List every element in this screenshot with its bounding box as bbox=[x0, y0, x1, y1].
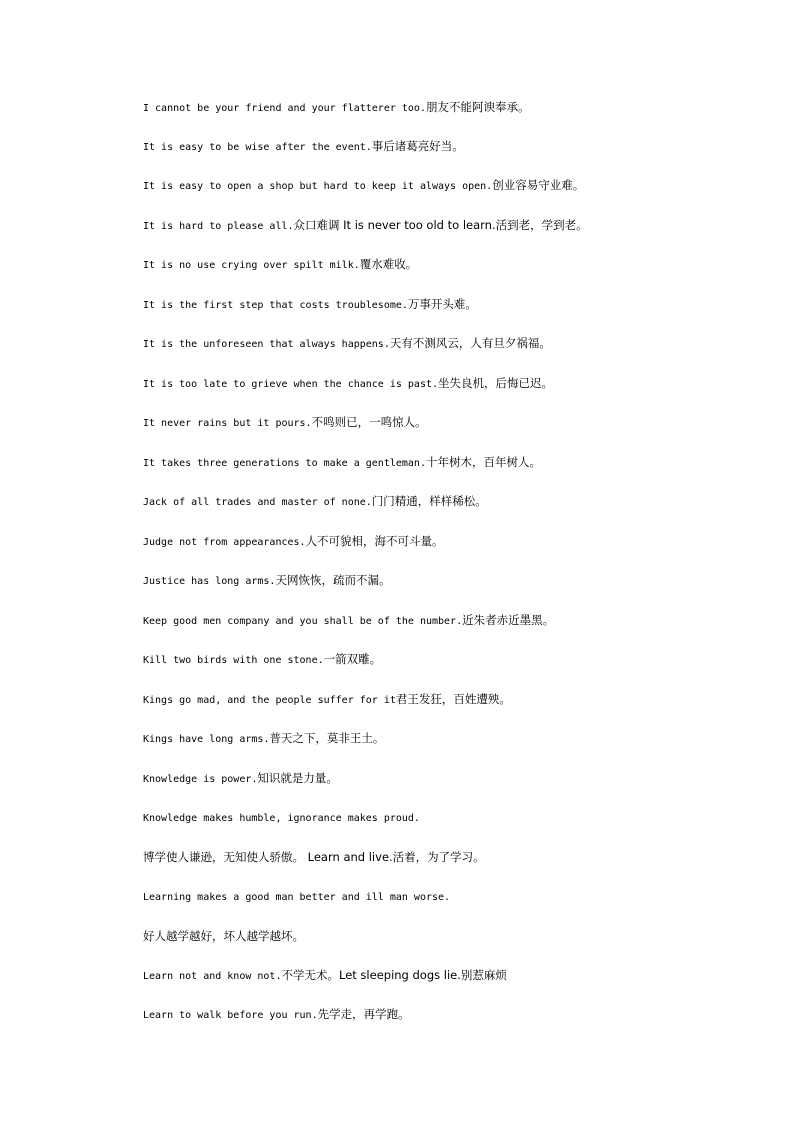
proverb-chinese: 万事开头难。 bbox=[407, 297, 477, 311]
proverb-chinese: 众口难调 It is never too old to learn.活到老，学到老。 bbox=[293, 218, 588, 232]
proverb-line bbox=[143, 1007, 763, 1023]
proverb-chinese: 不鸣则已，一鸣惊人。 bbox=[311, 415, 427, 429]
proverb-chinese: 天网恢恢，疏而不漏。 bbox=[275, 573, 391, 587]
proverb-line bbox=[143, 573, 763, 589]
proverb-english: It is easy to be wise after the event. bbox=[143, 142, 372, 153]
proverb-english: It is hard to please all. bbox=[143, 221, 294, 232]
proverb-line bbox=[143, 692, 763, 708]
proverb-english: Knowledge is power. bbox=[143, 774, 258, 785]
proverb-line bbox=[143, 968, 763, 984]
proverb-english: Keep good men company and you shall be of the number. bbox=[143, 616, 463, 627]
proverb-chinese: 普天之下，莫非王土。 bbox=[269, 731, 385, 745]
proverb-chinese: 人不可貌相，海不可斗量。 bbox=[305, 534, 444, 548]
proverb-line bbox=[143, 218, 763, 234]
proverb-chinese: 事后诸葛亮好当。 bbox=[371, 139, 464, 153]
proverb-line bbox=[143, 850, 763, 866]
proverb-line bbox=[143, 100, 763, 116]
proverb-english: Jack of all trades and master of none. bbox=[143, 497, 372, 508]
proverb-line bbox=[143, 929, 763, 945]
proverb-english: Learn not and know not. bbox=[143, 971, 282, 982]
proverb-chinese: 先学走，再学跑。 bbox=[317, 1007, 410, 1021]
proverb-line bbox=[143, 297, 763, 313]
proverb-english: Knowledge makes humble, ignorance makes proud. bbox=[143, 813, 420, 824]
proverb-chinese: 创业容易守业难。 bbox=[492, 178, 585, 192]
proverb-line bbox=[143, 613, 763, 629]
proverb-line bbox=[143, 455, 763, 471]
proverb-chinese: 坐失良机，后悔已迟。 bbox=[438, 376, 554, 390]
proverb-english: It is too late to grieve when the chance is past. bbox=[143, 379, 439, 390]
proverb-chinese: 朋友不能阿谀奉承。 bbox=[425, 100, 530, 114]
proverb-chinese: 一箭双雕。 bbox=[323, 652, 382, 666]
proverb-english: It is no use crying over spilt milk. bbox=[143, 260, 360, 271]
proverb-english: Kill two birds with one stone. bbox=[143, 655, 324, 666]
proverb-english: Kings go mad, and the people suffer for it bbox=[143, 695, 396, 706]
proverb-line bbox=[143, 178, 763, 194]
proverb-line bbox=[143, 494, 763, 510]
proverb-line bbox=[143, 771, 763, 787]
proverb-english: Judge not from appearances. bbox=[143, 537, 306, 548]
proverb-line bbox=[143, 889, 763, 905]
proverb-line bbox=[143, 652, 763, 668]
proverb-english: It is the unforeseen that always happens. bbox=[143, 339, 390, 350]
proverb-line bbox=[143, 415, 763, 431]
proverb-line bbox=[143, 810, 763, 826]
proverb-english: Learning makes a good man better and ill man worse. bbox=[143, 892, 451, 903]
proverb-chinese: 博学使人谦逊，无知使人骄傲。 Learn and live.活着，为了学习。 bbox=[143, 850, 485, 864]
proverb-chinese: 近朱者赤近墨黑。 bbox=[462, 613, 555, 627]
proverb-english: Kings have long arms. bbox=[143, 734, 270, 745]
proverb-chinese: 不学无术。Let sleeping dogs lie.别惹麻烦 bbox=[281, 968, 507, 982]
proverb-chinese: 覆水难收。 bbox=[359, 257, 418, 271]
proverb-chinese: 君王发狂，百姓遭殃。 bbox=[395, 692, 511, 706]
proverb-line bbox=[143, 731, 763, 747]
proverb-line bbox=[143, 139, 763, 155]
proverb-chinese: 天有不测风云，人有旦夕祸福。 bbox=[389, 336, 551, 350]
proverb-line bbox=[143, 257, 763, 273]
proverb-line bbox=[143, 534, 763, 550]
proverb-english: It takes three generations to make a gentleman. bbox=[143, 458, 426, 469]
proverb-english: Learn to walk before you run. bbox=[143, 1010, 318, 1021]
proverb-english: I cannot be your friend and your flatterer too. bbox=[143, 103, 426, 114]
proverb-english: It is the first step that costs troublesome. bbox=[143, 300, 408, 311]
proverb-chinese: 门门精通，样样稀松。 bbox=[371, 494, 487, 508]
proverb-english: It never rains but it pours. bbox=[143, 418, 312, 429]
proverb-chinese: 好人越学越好，坏人越学越坏。 bbox=[143, 929, 304, 943]
proverb-chinese: 知识就是力量。 bbox=[257, 771, 338, 785]
proverb-english: Justice has long arms. bbox=[143, 576, 276, 587]
proverb-chinese: 十年树木，百年树人。 bbox=[425, 455, 541, 469]
proverb-line bbox=[143, 376, 763, 392]
proverb-line bbox=[143, 336, 763, 352]
proverb-english: It is easy to open a shop but hard to keep it always open. bbox=[143, 181, 493, 192]
